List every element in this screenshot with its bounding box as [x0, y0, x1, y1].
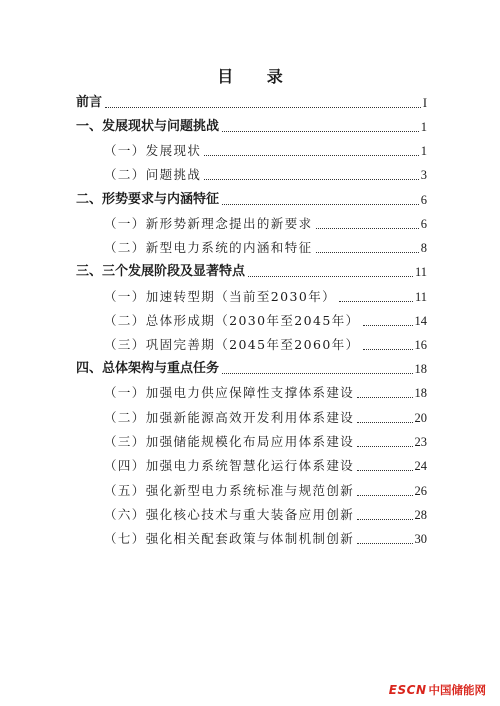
dot-leader [363, 325, 413, 326]
toc-entry-label: 四、总体架构与重点任务 [76, 361, 220, 376]
toc-entry-label: 前言 [76, 95, 103, 110]
dot-leader [357, 495, 412, 496]
toc-entry-page: 8 [420, 241, 427, 255]
watermark-en: ESCN [388, 683, 427, 697]
dot-leader [222, 131, 419, 132]
watermark-cn: 中国储能网 [428, 683, 486, 697]
dot-leader [357, 470, 412, 471]
toc-entry-subsection[interactable] [104, 166, 427, 184]
toc-entry-page: 16 [414, 338, 427, 352]
toc-entry-subsection[interactable] [104, 506, 427, 524]
toc-entry-label: （三）加强储能规模化布局应用体系建设 [104, 434, 355, 449]
dot-leader [204, 155, 418, 156]
toc-entry-page: 20 [414, 411, 427, 425]
toc-entry-page: 30 [414, 532, 427, 546]
toc-entry-label: （二）加强新能源高效开发利用体系建设 [104, 410, 355, 425]
toc-entry-subsection[interactable] [104, 336, 427, 354]
toc-title: 目 录 [217, 67, 297, 86]
toc-entry-subsection[interactable] [104, 142, 427, 160]
dot-leader [105, 107, 421, 108]
toc-entry-subsection[interactable] [104, 288, 427, 306]
toc-entry-preface[interactable] [76, 94, 427, 112]
toc-entry-label: （一）新形势新理念提出的新要求 [104, 216, 313, 231]
toc-entry-page: I [422, 96, 427, 110]
dot-leader [357, 543, 412, 544]
dot-leader [316, 252, 419, 253]
toc-entry-label: （二）新型电力系统的内涵和特征 [104, 240, 313, 255]
toc-entry-page: 6 [420, 217, 427, 231]
toc-entry-subsection[interactable] [104, 239, 427, 257]
toc-entry-page: 23 [414, 435, 427, 449]
toc-entry-label: 三、三个发展阶段及显著特点 [76, 264, 246, 279]
escn-watermark-logo [389, 682, 486, 698]
toc-entry-label: （一）发展现状 [104, 143, 202, 158]
toc-entry-page: 14 [414, 314, 427, 328]
toc-entry-page: 11 [414, 290, 427, 304]
toc-entry-label: （五）强化新型电力系统标准与规范创新 [104, 483, 355, 498]
toc-entry-page: 18 [414, 386, 427, 400]
toc-entry-page: 3 [420, 168, 427, 182]
toc-entry-page: 1 [420, 120, 427, 134]
toc-entry-page: 6 [420, 193, 427, 207]
dot-leader [357, 397, 412, 398]
dot-leader [339, 301, 413, 302]
dot-leader [357, 446, 412, 447]
toc-entry-label: （四）加强电力系统智慧化运行体系建设 [104, 458, 355, 473]
toc-entry-page: 28 [414, 508, 427, 522]
toc-entry-subsection[interactable] [104, 215, 427, 233]
dot-leader [357, 519, 412, 520]
toc-entry-label: 一、发展现状与问题挑战 [76, 119, 220, 134]
toc-entry-subsection[interactable] [104, 433, 427, 451]
toc-entry-page: 24 [414, 459, 427, 473]
toc-entry-section-1[interactable] [76, 118, 427, 136]
toc-entry-section-4[interactable] [76, 360, 427, 378]
dot-leader [222, 204, 419, 205]
toc-entry-section-2[interactable] [76, 191, 427, 209]
dot-leader [222, 373, 412, 374]
toc-entry-label: （一）加强电力供应保障性支撑体系建设 [104, 385, 355, 400]
toc-entry-subsection[interactable] [104, 530, 427, 548]
toc-entry-subsection[interactable] [104, 384, 427, 402]
toc-entry-subsection[interactable] [104, 482, 427, 500]
toc-entry-label: （七）强化相关配套政策与体制机制创新 [104, 531, 355, 546]
dot-leader [248, 276, 413, 277]
toc-entry-page: 11 [414, 265, 427, 279]
toc-entry-page: 18 [414, 362, 427, 376]
dot-leader [316, 228, 419, 229]
toc-entry-label: （二）总体形成期（2030年至2045年） [104, 313, 360, 328]
toc-entry-label: （三）巩固完善期（2045年至2060年） [104, 337, 360, 352]
toc-entry-subsection[interactable] [104, 457, 427, 475]
dot-leader [357, 422, 412, 423]
dot-leader [363, 349, 413, 350]
toc-entry-label: （二）问题挑战 [104, 167, 202, 182]
toc-entry-section-3[interactable] [76, 263, 427, 281]
toc-entry-subsection[interactable] [104, 312, 427, 330]
toc-entry-label: （六）强化核心技术与重大装备应用创新 [104, 507, 355, 522]
toc-entry-subsection[interactable] [104, 409, 427, 427]
dot-leader [204, 179, 418, 180]
toc-entry-page: 1 [420, 144, 427, 158]
toc-entry-label: 二、形势要求与内涵特征 [76, 192, 220, 207]
toc-entry-label: （一）加速转型期（当前至2030年） [104, 289, 337, 304]
toc-entry-page: 26 [414, 484, 427, 498]
